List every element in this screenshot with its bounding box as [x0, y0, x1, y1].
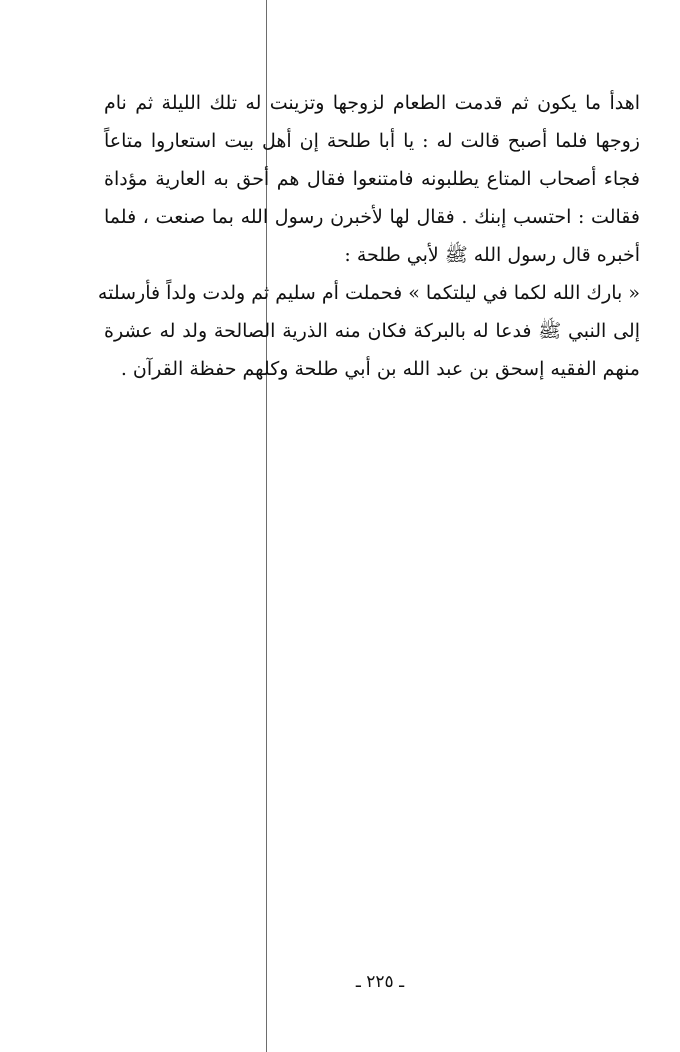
- text-line-4: فقالت : احتسب إبنك . فقال لها لأخبرن رسول الله بما صنعت ، فلما: [104, 206, 640, 228]
- page-number: ـ ٢٢٥ ـ: [355, 972, 405, 992]
- text-line-6: « بارك الله لكما في ليلتكما » فحملت أم سليم ثم ولدت ولداً فأرسلته: [97, 282, 640, 304]
- text-line-3: فجاء أصحاب المتاع يطلبونه فامتنعوا فقال هم أحق به العارية مؤداة: [104, 168, 640, 190]
- text-line-2: زوجها فلما أصبح قالت له : يا أبا طلحة إن أهل بيت استعاروا متاعاً: [104, 130, 640, 152]
- text-line-1: اهدأ ما يكون ثم قدمت الطعام لزوجها وتزينت له تلك الليلة ثم نام: [104, 92, 640, 114]
- text-line-7: إلى النبي ﷺ فدعا له بالبركة فكان منه الذرية الصالحة ولد له عشرة: [104, 320, 640, 342]
- text-line-8: منهم الفقيه إسحق بن عبد الله بن أبي طلحة وكلهم حفظة القرآن .: [120, 358, 640, 380]
- text-line-5: أخبره قال رسول الله ﷺ لأبي طلحة :: [344, 244, 640, 266]
- body-text: [97, 84, 640, 388]
